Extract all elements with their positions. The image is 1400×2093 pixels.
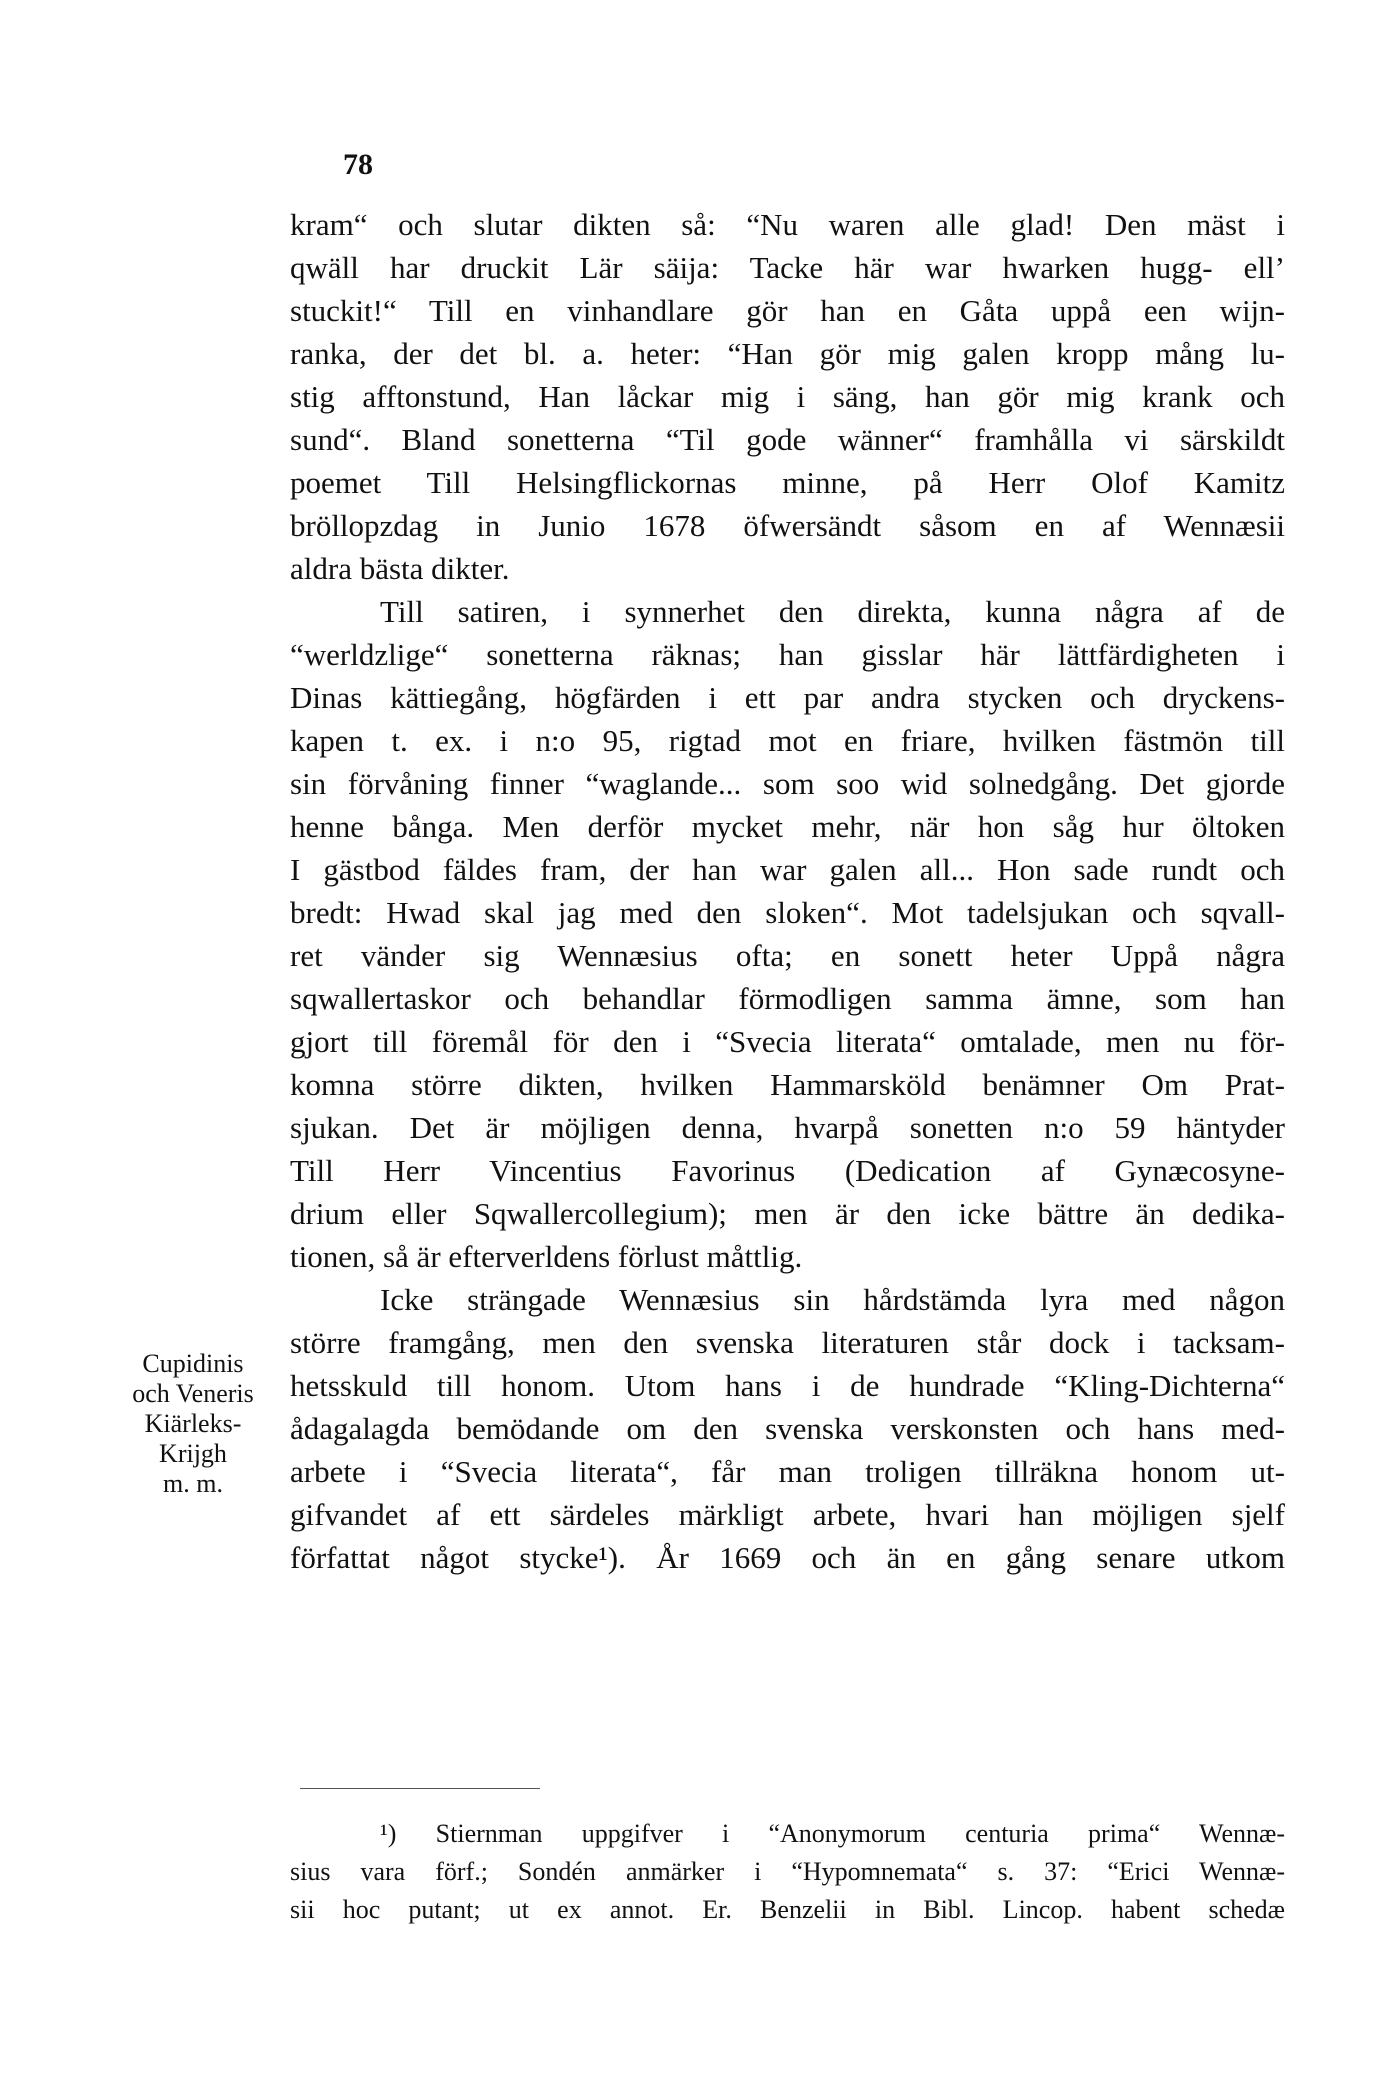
text-line: kram“ och slutar dikten så: “Nu waren alle glad! Den mäst i	[290, 207, 1285, 242]
text-line: bredt: Hwad skal jag med den sloken“. Mot tadelsjukan och sqvall-	[290, 895, 1285, 930]
body-text	[290, 203, 1285, 1579]
text-line: gjort till föremål för den i “Svecia literata“ omtalade, men nu för-	[290, 1024, 1285, 1059]
text-line: större framgång, men den svenska literaturen står dock i tacksam-	[290, 1325, 1285, 1360]
text-line: sin förvåning finner “waglande... som soo wid solnedgång. Det gjorde	[290, 766, 1285, 801]
text-line: ådagalagda bemödande om den svenska verskonsten och hans med-	[290, 1411, 1285, 1446]
text-line: arbete i “Svecia literata“, får man troligen tillräkna honom ut-	[290, 1454, 1285, 1489]
text-line: gifvandet af ett särdeles märkligt arbete, hvari han möjligen sjelf	[290, 1497, 1285, 1532]
text-line: Dinas kättiegång, högfärden i ett par andra stycken och dryckens-	[290, 680, 1285, 715]
margin-note-line: Cupidinis	[142, 1349, 244, 1378]
margin-note-line: Kiärleks-	[144, 1409, 242, 1438]
text-line: stig afftonstund, Han låckar mig i säng, han gör mig krank och	[290, 379, 1285, 414]
footnote-line: sii hoc putant; ut ex annot. Er. Benzelii in Bibl. Lincop. habent schedæ	[290, 1895, 1285, 1924]
text-line: komna större dikten, hvilken Hammarsköld benämner Om Prat-	[290, 1067, 1285, 1102]
footnote	[290, 1815, 1285, 1929]
margin-note-line: och Veneris	[132, 1379, 254, 1408]
text-line: drium eller Sqwallercollegium); men är den icke bättre än dedika-	[290, 1196, 1285, 1231]
text-line: I gästbod fäldes fram, der han war galen all... Hon sade rundt och	[290, 852, 1285, 887]
text-line: ret vänder sig Wennæsius ofta; en sonett heter Uppå några	[290, 938, 1285, 973]
text-line: författat något stycke¹). År 1669 och än en gång senare utkom	[290, 1540, 1285, 1575]
text-line: sund“. Bland sonetterna “Til gode wänner“ framhålla vi särskildt	[290, 422, 1285, 457]
text-line: kapen t. ex. i n:o 95, rigtad mot en friare, hvilken fästmön till	[290, 723, 1285, 758]
text-line: hetsskuld till honom. Utom hans i de hundrade “Kling-Dichterna“	[290, 1368, 1285, 1403]
footnote-line: ¹) Stiernman uppgifver i “Anonymorum centuria prima“ Wennæ-	[380, 1819, 1285, 1848]
text-line: Icke strängade Wennæsius sin hårdstämda lyra med någon	[380, 1282, 1285, 1317]
text-line: qwäll har druckit Lär säija: Tacke här war hwarken hugg- ell’	[290, 250, 1285, 285]
text-line: stuckit!“ Till en vinhandlare gör han en Gåta uppå een wijn-	[290, 293, 1285, 328]
margin-note-line: Krijgh	[159, 1439, 227, 1468]
footnote-line: sius vara förf.; Sondén anmärker i “Hypomnemata“ s. 37: “Erici Wennæ-	[290, 1857, 1285, 1886]
margin-note-line: m. m.	[163, 1469, 223, 1498]
text-line: sjukan. Det är möjligen denna, hvarpå sonetten n:o 59 häntyder	[290, 1110, 1285, 1145]
footnote-divider	[300, 1788, 540, 1789]
text-line: ranka, der det bl. a. heter: “Han gör mig galen kropp mång lu-	[290, 336, 1285, 371]
page-number: 78	[343, 148, 373, 181]
text-line: Till satiren, i synnerhet den direkta, kunna några af de	[380, 594, 1285, 629]
text-line: poemet Till Helsingflickornas minne, på Herr Olof Kamitz	[290, 465, 1285, 500]
text-line: bröllopzdag in Junio 1678 öfwersändt såsom en af Wennæsii	[290, 508, 1285, 543]
text-line: Till Herr Vincentius Favorinus (Dedication af Gynæcosyne-	[290, 1153, 1285, 1188]
text-line: tionen, så är efterverldens förlust måttlig.	[290, 1239, 803, 1274]
margin-note	[98, 1349, 288, 1499]
text-line: “werldzlige“ sonetterna räknas; han gisslar här lättfärdigheten i	[290, 637, 1285, 672]
text-line: sqwallertaskor och behandlar förmodligen samma ämne, som han	[290, 981, 1285, 1016]
text-line: henne bånga. Men derför mycket mehr, när hon såg hur öltoken	[290, 809, 1285, 844]
text-line: aldra bästa dikter.	[290, 551, 510, 586]
